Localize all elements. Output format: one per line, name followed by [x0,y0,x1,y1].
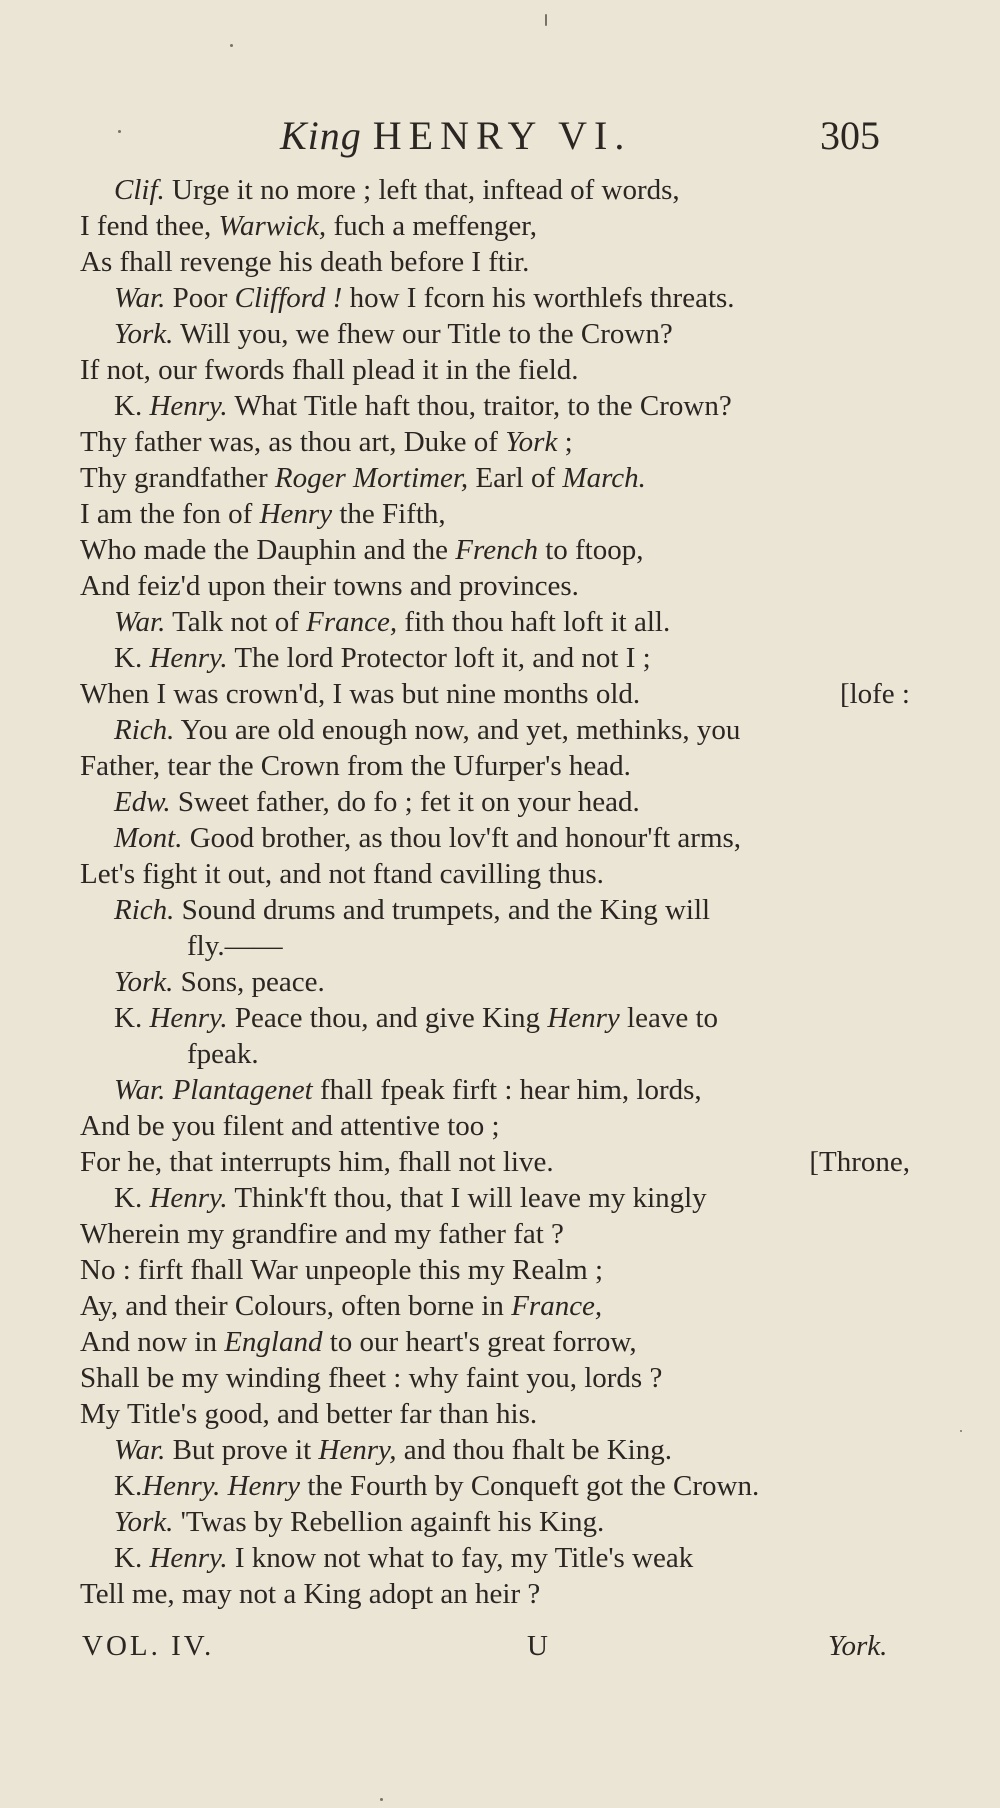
line-text: Sons, peace. [180,966,325,998]
line-text: No : firft fhall War unpeople this my Realm ; [80,1254,604,1286]
line-text: The lord Protector loft it, and not I ; [234,642,651,674]
text-line [80,1468,910,1504]
line-text: leave to [619,1002,719,1034]
line-text: fly.—— [187,930,283,962]
line-text: Earl of [468,462,563,494]
text-line [80,1360,910,1396]
speaker-prefix: K. [114,390,150,422]
speaker-name: Rich. [114,714,175,746]
speaker-name: Henry. [142,1470,221,1502]
line-text: I fend thee, [80,210,219,242]
text-line [80,1576,910,1612]
line-text: ; [557,426,573,458]
line-text: how I fcorn his worthlefs threats. [342,282,735,314]
text-line [80,1432,910,1468]
text-line [80,712,910,748]
emphasis-text: March. [562,462,646,494]
page-header [0,112,1000,162]
paper-speck [960,1430,962,1432]
line-text: to ftoop, [537,534,644,566]
line-text: Sweet father, do fo ; fet it on your head. [177,786,640,818]
line-text: Good brother, as thou lov'ft and honour'ft arms, [189,822,742,854]
emphasis-text: French [455,534,538,566]
speaker-name: Henry. [149,390,228,422]
paper-speck [545,14,547,26]
emphasis-text: Roger Mortimer, [274,462,469,494]
line-text: Thy grandfather [80,462,275,494]
speaker-name: Mont. [114,822,183,854]
line-text: And feiz'd upon their towns and provinces. [80,570,579,602]
speaker-name: Rich. [114,894,175,926]
running-title-king: King [280,113,362,158]
line-text: My Title's good, and better far than his. [80,1398,538,1430]
line-text: When I was crown'd, I was but nine months old. [80,678,641,710]
line-text: If not, our fwords fhall plead it in the field. [80,354,579,386]
text-line [80,316,910,352]
text-line [80,1072,910,1108]
line-text: Shall be my winding fheet : why faint you, lords ? [80,1362,663,1394]
speaker-prefix: K. [114,1182,150,1214]
emphasis-text: Henry [227,1470,301,1502]
line-text: fith thou haft loft it all. [397,606,671,638]
emphasis-text: France, [511,1290,603,1322]
text-line [80,964,910,1000]
text-line [80,352,910,388]
paper-speck [118,130,121,133]
text-line [80,604,910,640]
speaker-name: Henry. [149,642,228,674]
line-text: For he, that interrupts him, fhall not live. [80,1146,554,1178]
text-line [80,892,910,928]
text-line [80,1216,910,1252]
line-text: Urge it no more ; left that, inftead of words, [172,174,680,206]
text-line [80,1180,910,1216]
text-line [80,1036,910,1072]
emphasis-text: Plantagenet [172,1074,313,1106]
line-text: the Fourth by Conqueft got the Crown. [300,1470,760,1502]
line-text: Who made the Dauphin and the [80,534,456,566]
line-text: Father, tear the Crown from the Ufurper's head. [80,750,631,782]
text-line [80,1324,910,1360]
line-text: Wherein my grandfire and my father fat ? [80,1218,564,1250]
line-text: Peace thou, and give King [234,1002,548,1034]
line-text: fhall fpeak firft : hear him, lords, [312,1074,702,1106]
line-text: And now in [80,1326,225,1358]
emphasis-text: Henry [259,498,333,530]
speaker-name: War. [114,606,166,638]
line-text: Let's fight it out, and not ftand cavilling thus. [80,858,604,890]
play-text [80,172,910,1612]
emphasis-text: England [224,1326,323,1358]
emphasis-text: Henry, [318,1434,397,1466]
text-line [80,1288,910,1324]
emphasis-text: Clifford ! [234,282,343,314]
line-text: Ay, and their Colours, often borne in [80,1290,512,1322]
speaker-name: War. [114,282,166,314]
emphasis-text: York [505,426,558,458]
speaker-name: War. [114,1074,166,1106]
line-text: the Fifth, [332,498,446,530]
text-line [80,1396,910,1432]
speaker-prefix: K. [114,1542,150,1574]
line-text: You are old enough now, and yet, methinks, you [180,714,741,746]
text-line [80,568,910,604]
emphasis-text: France, [306,606,398,638]
text-line [80,1144,910,1180]
volume-mark: VOL. IV. [82,1630,215,1662]
speaker-name: York. [114,966,174,998]
speaker-name: Henry. [149,1182,228,1214]
turnover-text: [Throne, [809,1146,910,1178]
speaker-name: Henry. [149,1002,228,1034]
text-line [80,208,910,244]
line-text: And be you filent and attentive too ; [80,1110,500,1142]
line-text: 'Twas by Rebellion againft his King. [180,1506,605,1538]
text-line [80,1108,910,1144]
text-line [80,784,910,820]
turnover-text: [lofe : [839,678,910,710]
text-line [80,820,910,856]
running-title [280,112,631,159]
catchword: York. [828,1630,888,1662]
speaker-name: Edw. [114,786,171,818]
page-number: 305 [820,113,880,158]
speaker-name: War. [114,1434,166,1466]
paper-speck [380,1798,383,1801]
text-line [80,496,910,532]
text-line [80,748,910,784]
paper-speck [230,44,233,47]
line-text: Thy father was, as thou art, Duke of [80,426,506,458]
page-footer [0,1630,1000,1670]
text-line [80,172,910,208]
text-line [80,928,910,964]
text-line [80,1000,910,1036]
text-line [80,1540,910,1576]
line-text: Sound drums and trumpets, and the King will [181,894,711,926]
line-text: I know not what to fay, my Title's weak [234,1542,694,1574]
emphasis-text: Warwick, [218,210,327,242]
line-text: Will you, we fhew our Title to the Crown? [180,318,673,350]
speaker-name: Henry. [149,1542,228,1574]
text-line [80,424,910,460]
text-line [80,532,910,568]
text-line [80,1252,910,1288]
line-text: As fhall revenge his death before I ftir. [80,246,530,278]
signature-mark: U [527,1630,548,1662]
text-line [80,640,910,676]
line-text: Talk not of [172,606,307,638]
line-text: Think'ft thou, that I will leave my kingly [234,1182,707,1214]
line-text: to our heart's great forrow, [322,1326,637,1358]
line-text: But prove it [172,1434,319,1466]
text-line [80,1504,910,1540]
speaker-prefix: K. [114,642,150,674]
speaker-name: Clif. [114,174,165,206]
text-line [80,388,910,424]
line-text: What Title haft thou, traitor, to the Crown? [234,390,732,422]
emphasis-text: Henry [547,1002,620,1034]
speaker-prefix: K. [114,1470,143,1502]
line-text: Tell me, may not a King adopt an heir ? [80,1578,541,1610]
speaker-prefix: K. [114,1002,150,1034]
line-text: fpeak. [187,1038,259,1070]
line-text: I am the fon of [80,498,260,530]
text-line [80,244,910,280]
text-line [80,280,910,316]
speaker-name: York. [114,318,174,350]
running-title-name: HENRY VI. [372,113,632,158]
text-line [80,856,910,892]
line-text: Poor [172,282,235,314]
line-text: fuch a meffenger, [326,210,538,242]
line-text: and thou fhalt be King. [396,1434,672,1466]
text-line [80,676,910,712]
text-line [80,460,910,496]
speaker-name: York. [114,1506,174,1538]
